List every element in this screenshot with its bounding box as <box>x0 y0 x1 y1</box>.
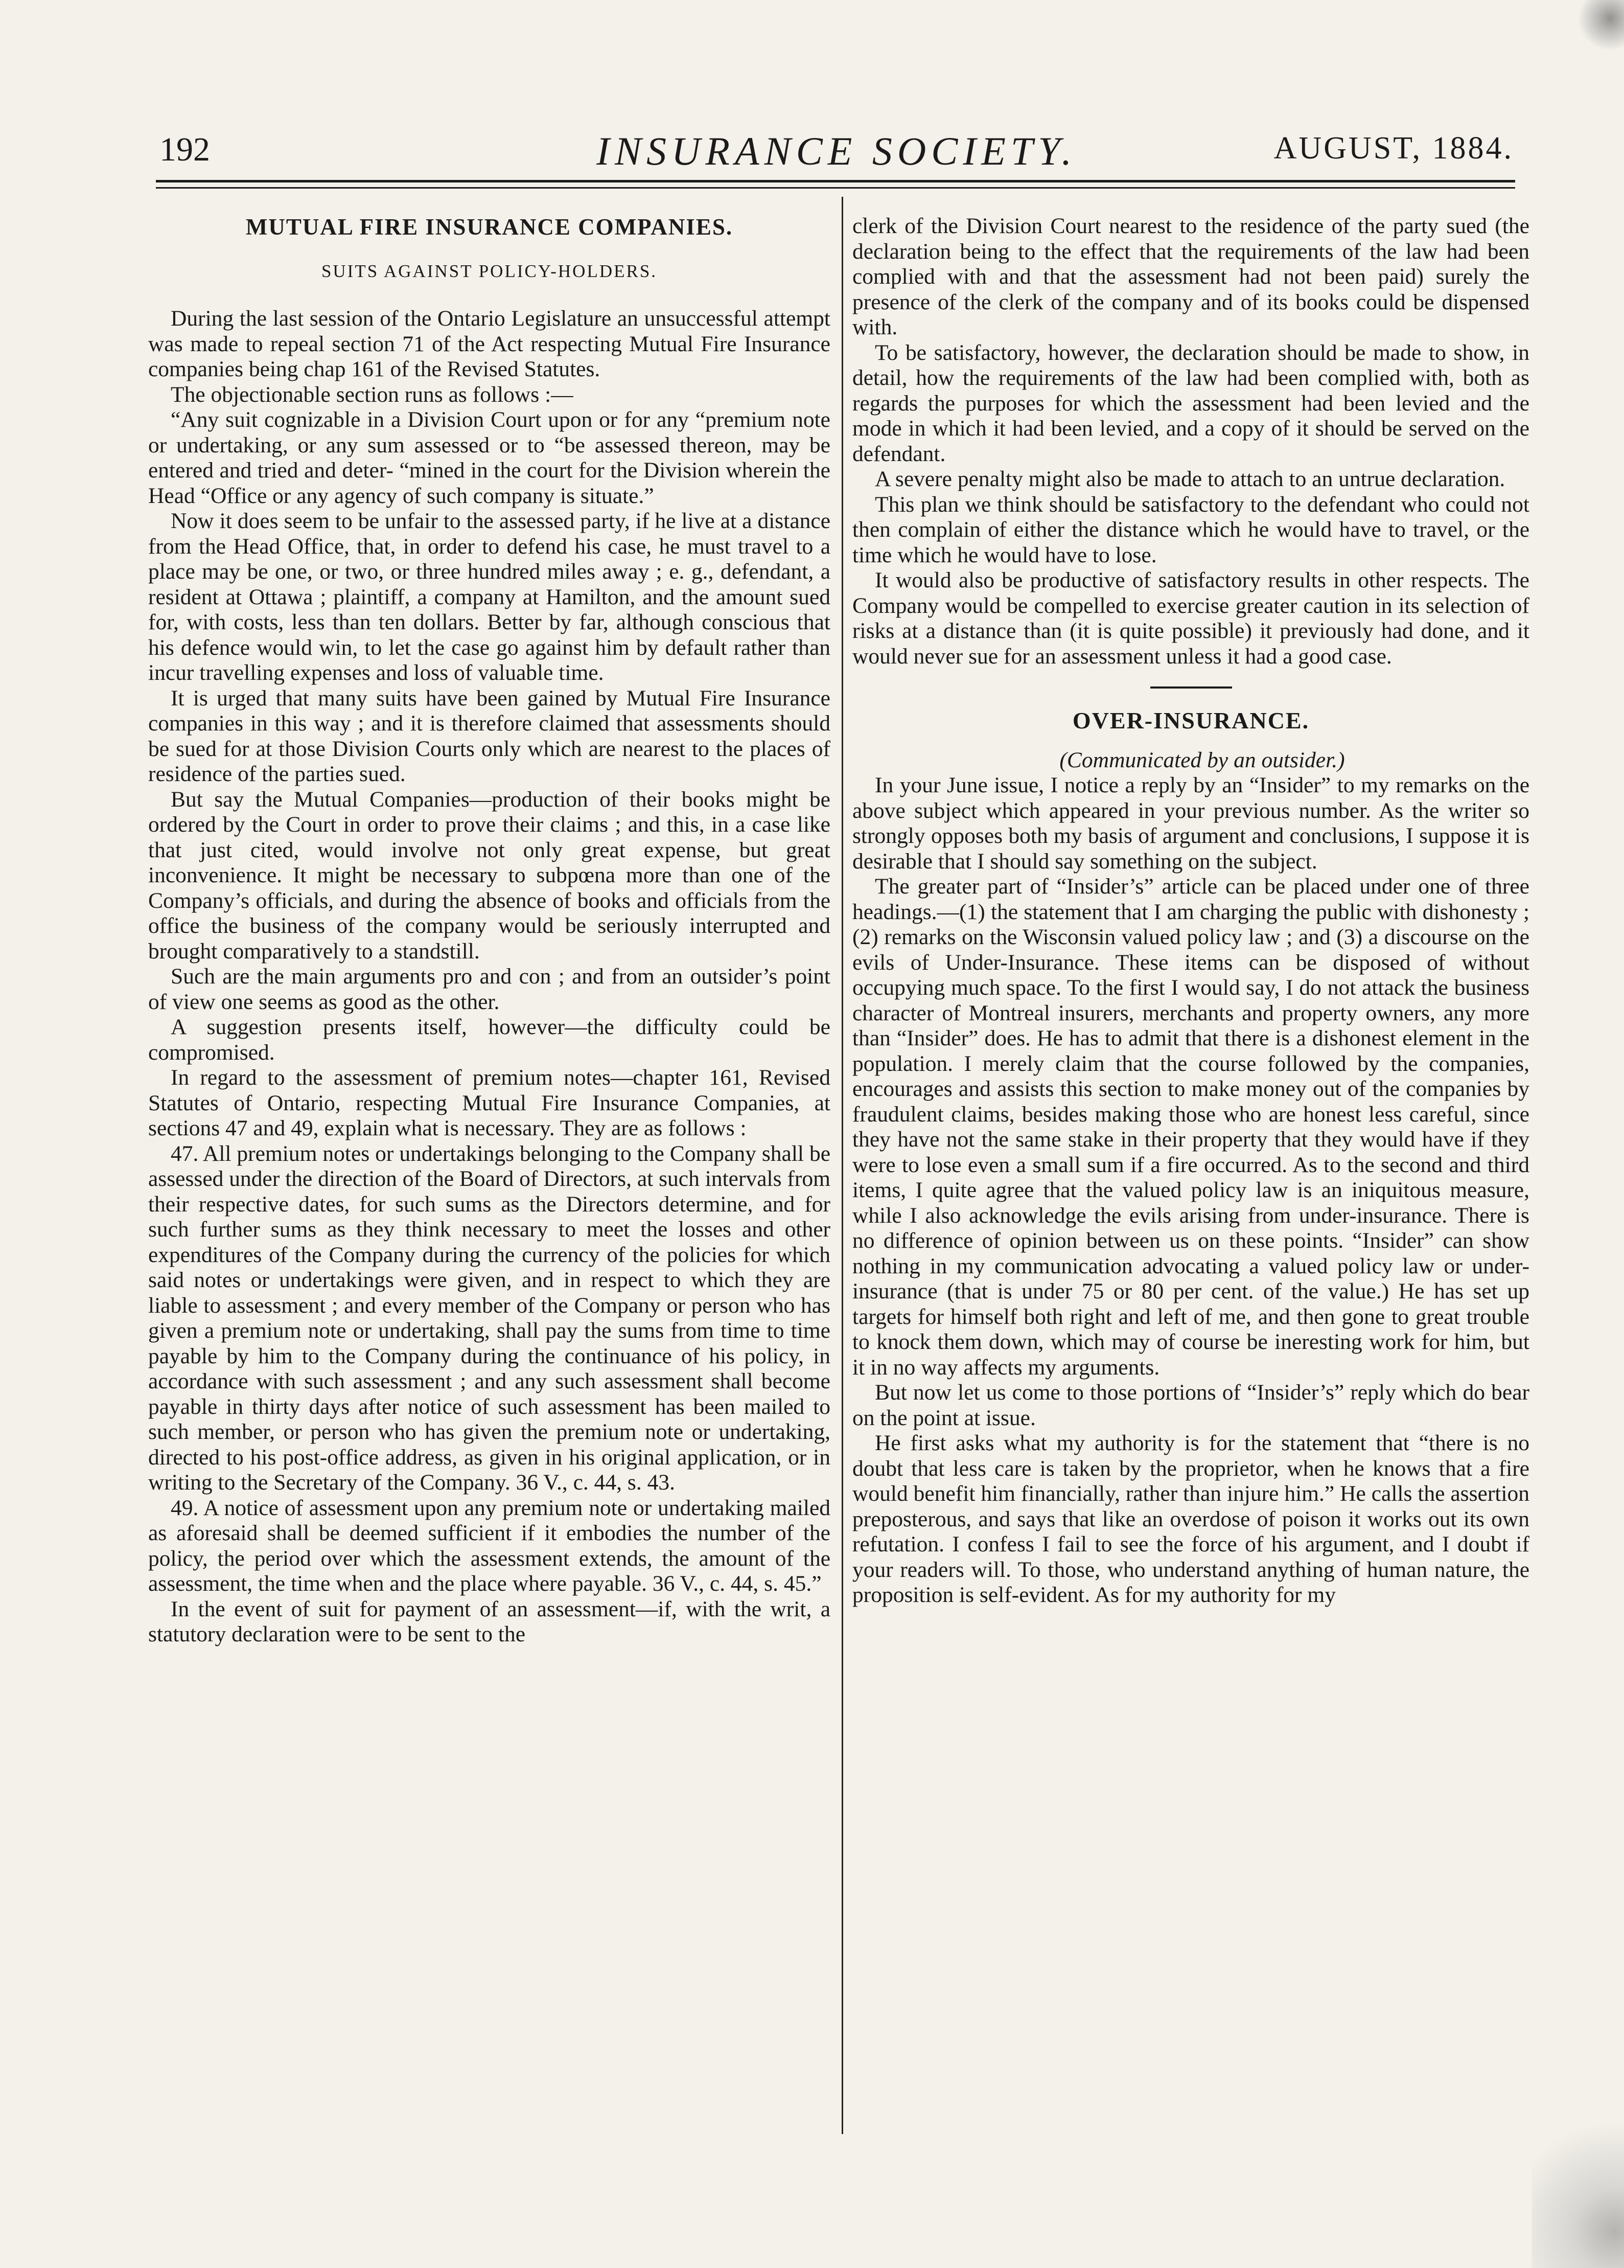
paragraph: It is urged that many suits have been gained by Mutual Fire Insurance companies in this way ; and it is therefore claimed that assessments should be sued for at those Division Courts only which are nearest to the places of residence of the parties sued. <box>148 685 830 786</box>
header-rule-thick <box>156 180 1515 182</box>
paragraph: It would also be productive of satisfactory results in other respects. The Company would be compelled to exercise greater caution in its selection of risks at a distance than (it is quite possible) it previously had done, and it would never sue for an assessment unless it had a good case. <box>852 568 1529 669</box>
paragraph: Such are the main arguments pro and con ; and from an outsider’s point of view one seems as good as the other. <box>148 964 830 1014</box>
paragraph: The greater part of “Insider’s” article can be placed under one of three headings.—(1) the statement that I am charging the public with dishonesty ; (2) remarks on the Wisconsin valued policy law ; and (3) a discourse on the evils of Under-Insurance. These items can be disposed of without occupying much space. To the first I would say, I do not attack the business character of Montreal insurers, merchants and property owners, any more than “Insider” does. He has to admit that there is a dishonest element in the population. I merely claim that the course followed by the companies, encourages and assists this section to make money out of the companies by fraudulent claims, besides making those who are honest less careful, since they have not the same stake in their property that they would have if they were to lose even a small sum if a fire occurred. As to the second and third items, I quite agree that the valued policy law is an iniquitous measure, while I also acknowledge the evils arising from under-insurance. There is no difference of opinion between us on these points. “Insider” can show nothing in my communication advocating a valued policy law or under-insurance (that is under 75 or 80 per cent. of the value.) He has set up targets for himself both right and left of me, and then gone to great trouble to knock them down, which may of course be ineresting work for him, but it in no way affects my arguments. <box>852 874 1529 1380</box>
paragraph: The objectionable section runs as follows :— <box>171 382 573 407</box>
article-title-2: OVER-INSURANCE. <box>1072 707 1310 734</box>
byline: (Communicated by an outsider.) <box>1059 747 1345 772</box>
journal-title: INSURANCE SOCIETY. <box>596 129 1077 173</box>
paragraph: To be satisfactory, however, the declaration should be made to show, in detail, how the requirements of the law had been complied with, both as regards the purposes for which the assessment had been levied and the mode in which it had been levied, and a copy of it should be served on the defendant. <box>852 340 1529 466</box>
paragraph: A severe penalty might also be made to attach to an untrue declaration. <box>875 467 1505 491</box>
page-number: 192 <box>159 131 210 168</box>
paragraph: This plan we think should be satisfactory to the defendant who could not then complain of either the distance which he would have to travel, or the time which he would have to lose. <box>852 492 1529 567</box>
column-divider <box>842 197 843 2134</box>
article-title: MUTUAL FIRE INSURANCE COMPANIES. <box>245 214 733 240</box>
paragraph: But say the Mutual Companies—production of their books might be ordered by the Court in order to prove their claims ; and this, in a case like that just cited, would involve not only great expense, but great inconvenience. It might be necessary to subpœna more than one of the Company’s officials, and during the absence of books and officials from the office the business of the company would be seriously interrupted and brought comparatively to a standstill. <box>148 787 830 964</box>
right-column <box>852 214 1529 1608</box>
paragraph: Now it does seem to be unfair to the assessed party, if he live at a distance from the Head Office, that, in order to defend his case, he must travel to a place may be one, or two, or three hundred miles away ; e. g., defendant, a resident at Ottawa ; plaintiff, a company at Hamilton, and the amount sued for, with costs, less than ten dollars. Better by far, although conscious that his defence would win, to let the case go against him by default rather than incur travelling expenses and loss of valuable time. <box>148 509 830 685</box>
paragraph: In your June issue, I notice a reply by an “Insider” to my remarks on the above subject which appeared in your previous number. As the writer so strongly opposes both my basis of argument and conclusions, I suppose it is desirable that I should say something on the subject. <box>852 773 1529 874</box>
paragraph: He first asks what my authority is for the statement that “there is no doubt that less care is taken by the proprietor, when he knows that a fire would benefit him financially, rather than injure him.” He calls the assertion preposterous, and says that like an overdose of poison it works out its own refutation. I confess I fail to see the force of his argument, and I doubt if your readers will. To those, who understand anything of human nature, the proposition is self-evident. As for my authority for my <box>852 1431 1529 1607</box>
page-header <box>159 130 1514 179</box>
paragraph: But now let us come to those portions of “Insider’s” reply which do bear on the point at issue. <box>852 1380 1529 1430</box>
header-rule-thin <box>156 187 1515 189</box>
paragraph: A suggestion presents itself, however—the difficulty could be compromised. <box>148 1015 830 1065</box>
issue-date: AUGUST, 1884. <box>1273 131 1514 166</box>
paragraph: During the last session of the Ontario Legislature an unsuccessful attempt was made to repeal section 71 of the Act respecting Mutual Fire Insurance companies being chap 161 of the Revised Statutes. <box>148 306 830 381</box>
quoted-section: “Any suit cognizable in a Division Court upon or for any “premium note or undertaking, or any sum assessed or to “be assessed thereon, may be entered and tried and deter- “mined in the court for the Division wherein the Head “Office or any agency of such company is situate.” <box>148 407 830 508</box>
statute-section-49: 49. A notice of assessment upon any premium note or undertaking mailed as aforesaid shall be deemed sufficient if it embodies the number of the policy, the period over which the assessment extends, the amount of the assessment, the time when and the place where payable. 36 V., c. 44, s. 45.” <box>148 1495 830 1596</box>
corner-smudge-top <box>1578 0 1624 61</box>
paragraph: In regard to the assessment of premium notes—chapter 161, Revised Statutes of Ontario, respecting Mutual Fire Insurance Companies, at sections 47 and 49, explain what is necessary. They are as follows : <box>148 1065 830 1140</box>
statute-section-47: 47. All premium notes or undertakings belonging to the Company shall be assessed under the direction of the Board of Directors, at such intervals from their respective dates, for such sums as the Directors determine, and for such further sums as they think necessary to meet the losses and other expenditures of the Company during the currency of the policies for which said notes or undertakings were given, and in respect to which they are liable to assessment ; and every member of the Company or person who has given a premium note or undertaking, shall pay the sums from time to time payable by him to the Company during the continuance of his policy, in accordance with such assessment ; and any such assessment shall become payable in thirty days after notice of such assessment has been mailed to such member, or person who has given the premium note or undertaking, directed to his post-office address, as given in his original application, or in writing to the Secretary of the Company. 36 V., c. 44, s. 43. <box>148 1141 830 1495</box>
section-separator <box>1150 686 1232 689</box>
corner-smudge-bottom <box>1532 2084 1624 2268</box>
paragraph-continued: clerk of the Division Court nearest to the residence of the party sued (the declaration being to the effect that the requirements of the law had been complied with and that the assessment had not been paid) surely the presence of the clerk of the company and of its books could be dispensed with. <box>852 214 1529 339</box>
article-subtitle: SUITS AGAINST POLICY-HOLDERS. <box>321 261 658 281</box>
paragraph: In the event of suit for payment of an assessment—if, with the writ, a statutory declaration were to be sent to the <box>148 1596 830 1646</box>
left-column <box>148 210 830 1647</box>
